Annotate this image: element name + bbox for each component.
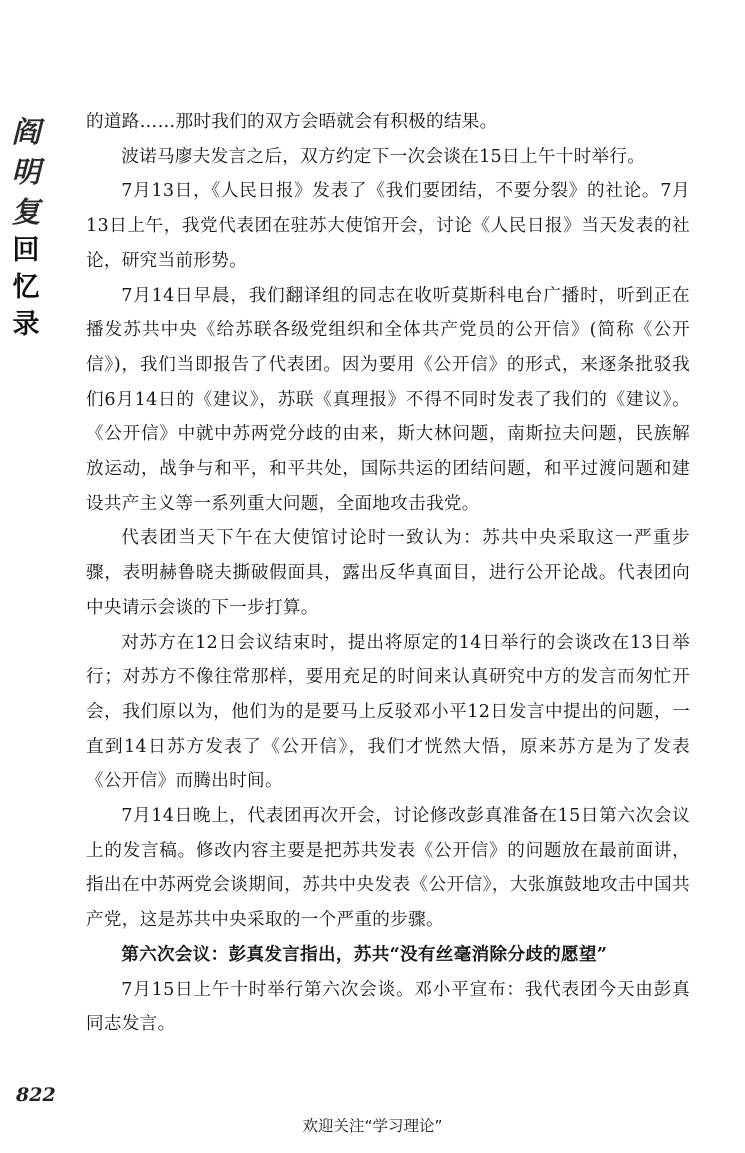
paragraph: 7月15日上午十时举行第六次会谈。邓小平宣布：我代表团今天由彭真同志发言。 <box>86 979 690 1035</box>
section-heading: 第六次会议：彭真发言指出，苏共“没有丝毫消除分歧的愿望” <box>121 943 608 965</box>
paragraph: 7月13日，《人民日报》发表了《我们要团结，不要分裂》的社论。7月13日上午，我党代表团在驻苏大使馆开会，讨论《人民日报》当天发表的社论，研究当前形势。 <box>86 181 690 271</box>
paragraph: 7月14日晚上，代表团再次开会，讨论修改彭真准备在15日第六次会议上的发言稿。修改内容主要是把苏共发表《公开信》的问题放在最前面讲，指出在中苏两党会谈期间，苏共中央发表《公开信》，大张旗鼓地攻击中国共产党，这是苏共中央采取的一个严重的步骤。 <box>86 806 690 931</box>
book-title-char: 录 <box>12 309 40 340</box>
paragraph: 代表团当天下午在大使馆讨论时一致认为：苏共中央采取这一严重步骤，表明赫鲁晓夫撕破假面具，露出反华真面目，进行公开论战。代表团向中央请示会谈的下一步打算。 <box>86 528 690 618</box>
book-title-char: 忆 <box>12 272 40 303</box>
book-title-char: 回 <box>12 235 40 266</box>
paragraph: 的道路……那时我们的双方会晤就会有积极的结果。 <box>86 112 498 132</box>
paragraph: 波诺马廖夫发言之后，双方约定下一次会谈在15日上午十时举行。 <box>121 146 646 167</box>
paragraph: 7月14日早晨，我们翻译组的同志在收听莫斯科电台广播时，听到正在播发苏共中央《给苏联各级党组织和全体共产党员的公开信》(简称《公开信》)，我们当即报告了代表团。因为要用《公开信》的形式，来逐条批驳我们6月14日的《建议》，苏联《真理报》不得不同时发表了我们的《建议》。《公开信》中就中苏两党分歧的由来，斯大林问题，南斯拉夫问题，民族解放运动，战争与和平，和平共处，国际共运的团结问题，和平过渡问题和建设共产主义等一系列重大问题，全面地攻击我党。 <box>86 285 690 514</box>
author-char: 复 <box>11 195 41 229</box>
book-side-title <box>6 112 46 343</box>
book-title <box>6 232 46 343</box>
footer-watermark: 欢迎关注“学习理论” <box>302 1117 443 1135</box>
author-char: 明 <box>11 155 41 189</box>
author-char: 阎 <box>11 115 41 149</box>
page-number: 822 <box>16 1084 56 1106</box>
page-body <box>86 105 690 1042</box>
author-name <box>6 112 46 232</box>
paragraph: 对苏方在12日会议结束时，提出将原定的14日举行的会谈改在13日举行；对苏方不像往常那样，要用充足的时间来认真研究中方的发言而匆忙开会，我们原以为，他们为的是要马上反驳邓小平12日发言中提出的问题，一直到14日苏方发表了《公开信》，我们才恍然大悟，原来苏方是为了发表《公开信》而腾出时间。 <box>86 632 690 792</box>
